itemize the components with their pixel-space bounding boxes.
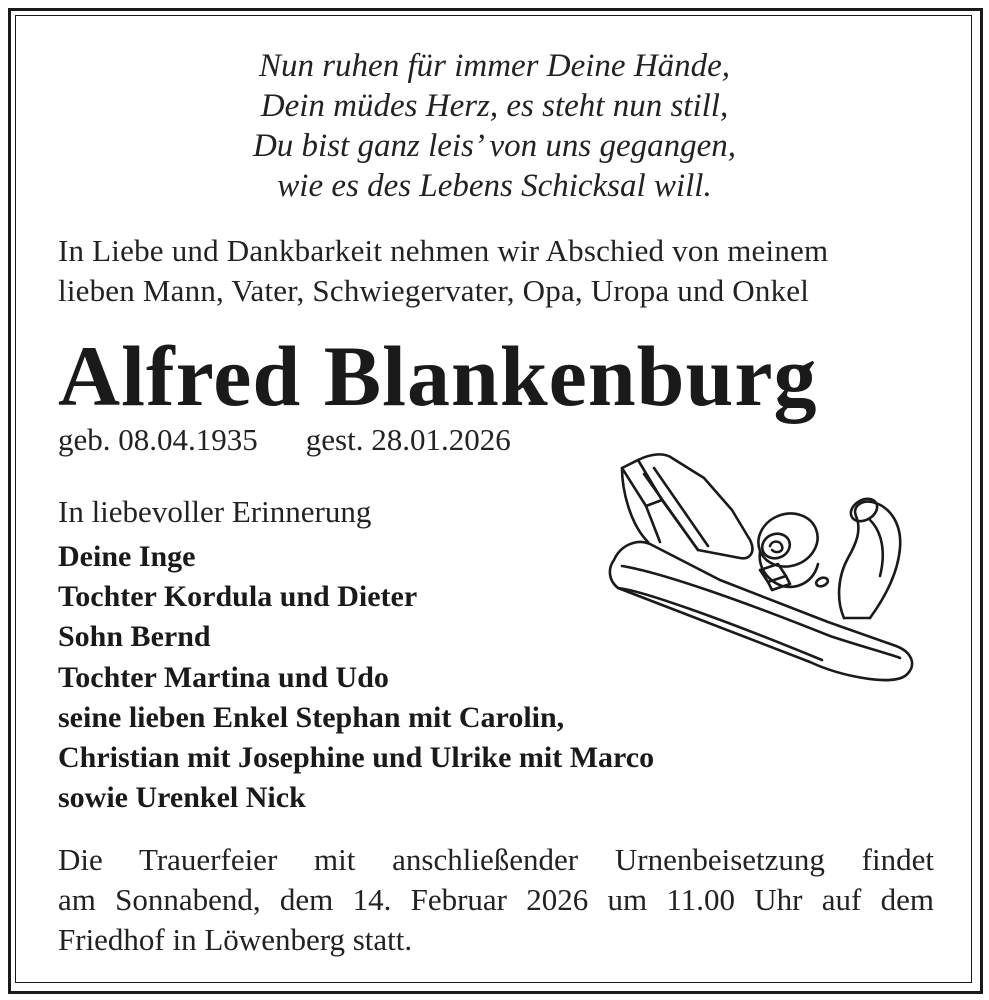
birth-date: geb. 08.04.1935 [58, 422, 258, 457]
poem-line: Nun ruhen für immer Deine Hände, [258, 48, 731, 84]
mourner-line: Sohn Bernd [58, 620, 211, 654]
mourner-line: Tochter Kordula und Dieter [58, 580, 418, 614]
poem-line: wie es des Lebens Schicksal will. [277, 168, 712, 204]
service-line: Die Trauerfeier mit anschließender Urnenbeisetzung findet [58, 842, 934, 877]
mourner-line: Deine Inge [58, 540, 196, 573]
intro-line: In Liebe und Dankbarkeit nehmen wir Abschied von meinem [58, 233, 829, 268]
funeral-service-info [58, 840, 934, 960]
mourner-line: Christian mit Josephine und Ulrike mit Marco [58, 741, 655, 775]
mourner-line: Tochter Martina und Udo [58, 660, 389, 694]
mourner-line: seine lieben Enkel Stephan mit Carolin, [58, 700, 565, 734]
poem-line: Du bist ganz leis’ von uns gegangen, [252, 128, 737, 164]
memorial-poem [0, 46, 989, 206]
memory-line: In liebevoller Erinnerung [58, 494, 372, 529]
deceased-name: Alfred Blankenburg [58, 328, 818, 424]
mourners-list [58, 537, 654, 818]
service-line: Friedhof in Löwenberg statt. [58, 922, 413, 957]
farewell-intro [58, 231, 958, 311]
death-date: gest. 28.01.2026 [305, 422, 511, 457]
mourner-line: sowie Urenkel Nick [58, 781, 306, 815]
poem-line: Dein müdes Herz, es steht nun still, [260, 88, 729, 124]
life-dates [58, 420, 511, 460]
wood-plane-icon [600, 440, 920, 700]
service-line: am Sonnabend, dem 14. Februar 2026 um 11.00 Uhr auf dem [58, 882, 934, 917]
intro-line: lieben Mann, Vater, Schwiegervater, Opa, Uropa und Onkel [58, 273, 810, 308]
